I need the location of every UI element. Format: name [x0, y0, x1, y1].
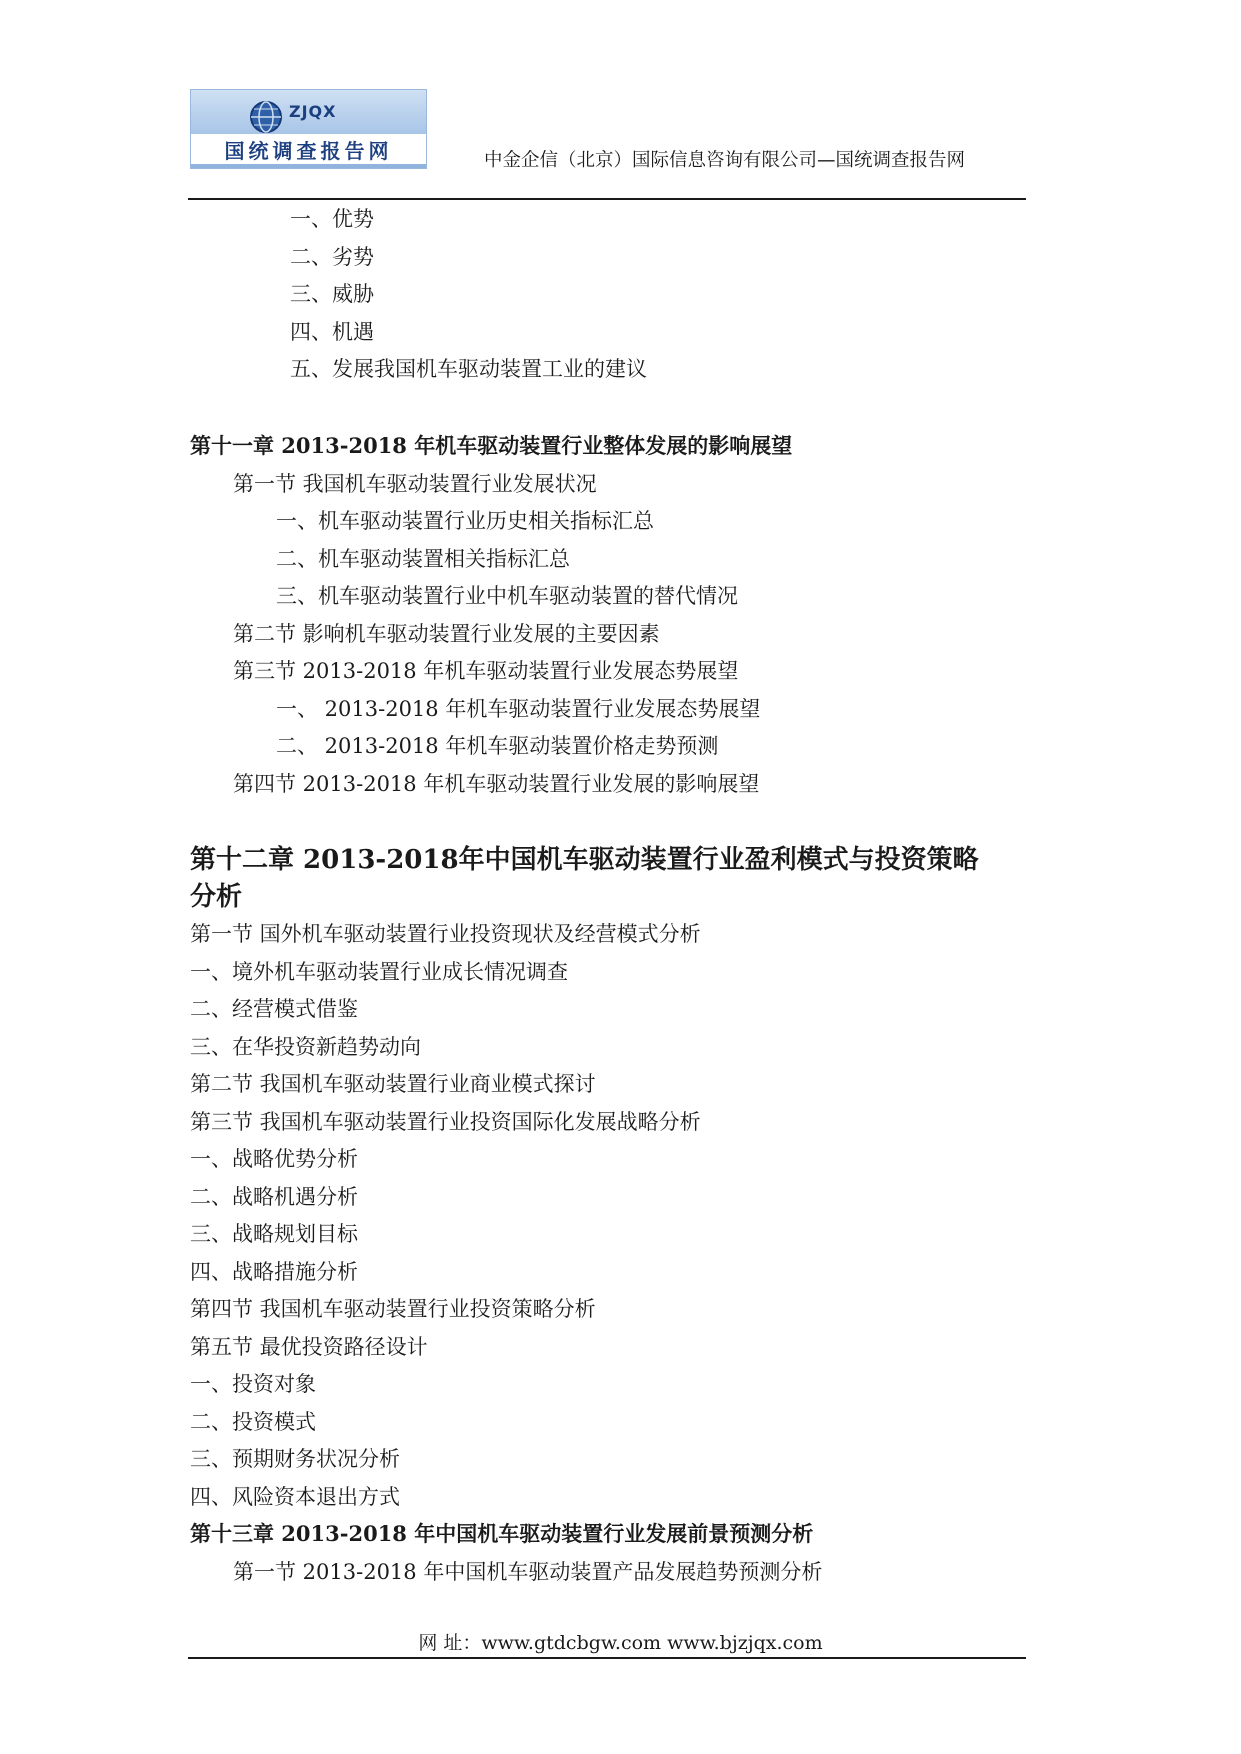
- toc-section: 第五节 最优投资路径设计: [190, 1335, 428, 1359]
- toc-line: 三、威胁: [290, 282, 374, 306]
- toc-section: 第一节 2013-2018 年中国机车驱动装置产品发展趋势预测分析: [233, 1560, 823, 1584]
- toc-line: 二、机车驱动装置相关指标汇总: [276, 547, 570, 571]
- toc-section: 第二节 我国机车驱动装置行业商业模式探讨: [190, 1072, 596, 1096]
- toc-line: 一、境外机车驱动装置行业成长情况调查: [190, 960, 568, 984]
- chapter-heading: 第十二章 2013-2018年中国机车驱动装置行业盈利模式与投资策略: [190, 845, 979, 875]
- toc-line: 三、在华投资新趋势动向: [190, 1035, 421, 1059]
- toc-line: 四、战略措施分析: [190, 1260, 358, 1284]
- toc-line: 三、战略规划目标: [190, 1222, 358, 1246]
- toc-section: 第一节 国外机车驱动装置行业投资现状及经营模式分析: [190, 922, 701, 946]
- logo-name: 国统调查报告网: [191, 134, 426, 164]
- toc-line: 四、机遇: [290, 320, 374, 344]
- toc-line: 五、发展我国机车驱动装置工业的建议: [290, 357, 647, 381]
- company-name: 中金企信（北京）国际信息咨询有限公司—国统调查报告网: [484, 150, 966, 171]
- toc-section: 第三节 2013-2018 年机车驱动装置行业发展态势展望: [233, 659, 739, 683]
- toc-line: 二、劣势: [290, 245, 374, 269]
- toc-line: 二、 2013-2018 年机车驱动装置价格走势预测: [276, 734, 719, 758]
- toc-line: 二、经营模式借鉴: [190, 997, 358, 1021]
- toc-line: 三、机车驱动装置行业中机车驱动装置的替代情况: [276, 584, 738, 608]
- toc-line: 一、优势: [290, 207, 374, 231]
- header-divider: [188, 198, 1026, 200]
- chapter-heading-cont: 分析: [190, 882, 243, 912]
- toc-line: 二、战略机遇分析: [190, 1185, 358, 1209]
- footer-website: 网 址：www.gtdcbgw.com www.bjzjqx.com: [418, 1632, 823, 1654]
- toc-section: 第三节 我国机车驱动装置行业投资国际化发展战略分析: [190, 1110, 701, 1134]
- footer-divider: [188, 1657, 1026, 1659]
- toc-line: 一、 2013-2018 年机车驱动装置行业发展态势展望: [276, 697, 761, 721]
- toc-line: 一、投资对象: [190, 1372, 316, 1396]
- toc-line: 三、预期财务状况分析: [190, 1447, 400, 1471]
- toc-line: 二、投资模式: [190, 1410, 316, 1434]
- logo: [190, 89, 427, 169]
- logo-mark: ZJQX: [289, 102, 337, 121]
- toc-section: 第四节 我国机车驱动装置行业投资策略分析: [190, 1297, 596, 1321]
- globe-icon: [249, 100, 283, 134]
- toc-section: 第四节 2013-2018 年机车驱动装置行业发展的影响展望: [233, 772, 760, 796]
- toc-line: 四、风险资本退出方式: [190, 1485, 400, 1509]
- chapter-heading: 第十一章 2013-2018 年机车驱动装置行业整体发展的影响展望: [190, 433, 793, 458]
- toc-section: 第二节 影响机车驱动装置行业发展的主要因素: [233, 622, 660, 646]
- toc-line: 一、战略优势分析: [190, 1147, 358, 1171]
- toc-line: 一、机车驱动装置行业历史相关指标汇总: [276, 509, 654, 533]
- chapter-heading: 第十三章 2013-2018 年中国机车驱动装置行业发展前景预测分析: [190, 1521, 814, 1546]
- toc-section: 第一节 我国机车驱动装置行业发展状况: [233, 472, 597, 496]
